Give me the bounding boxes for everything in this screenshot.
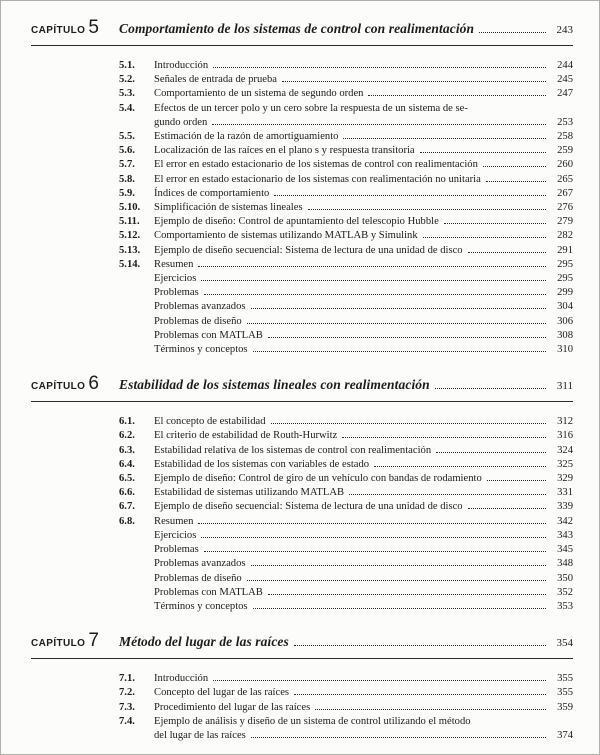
chapter-block xyxy=(31,630,573,743)
entry-number: 5.9. xyxy=(119,187,135,199)
entry-page-number: 345 xyxy=(557,544,573,556)
chapter-label: CAPÍTULO xyxy=(31,381,86,393)
toc-entry-row xyxy=(119,429,573,443)
entry-title: El error en estado estacionario de los sistemas de control con realimentación xyxy=(154,159,478,171)
entry-title: Introducción xyxy=(154,673,209,685)
dot-leader xyxy=(201,280,546,281)
dot-leader xyxy=(308,209,546,210)
dot-leader xyxy=(253,608,546,609)
dot-leader xyxy=(201,537,546,538)
entry-page-number: 316 xyxy=(557,430,573,442)
dot-leader xyxy=(213,680,546,681)
entry-title: Resumen xyxy=(154,515,194,527)
toc-entry-row xyxy=(119,600,573,614)
entry-page-number: 306 xyxy=(557,315,573,327)
entry-number: 5.11. xyxy=(119,216,140,228)
dot-leader xyxy=(487,480,546,481)
entry-page-number: 331 xyxy=(557,487,573,499)
entry-title: Estimación de la razón de amortiguamiento xyxy=(154,131,339,143)
chapter-title: Estabilidad de los sistemas lineales con realimentación xyxy=(119,377,430,393)
entry-page-number: 343 xyxy=(557,529,573,541)
chapter-page-number: 354 xyxy=(556,637,573,650)
chapter-block xyxy=(31,373,573,614)
chapter-label: CAPÍTULO xyxy=(31,638,86,650)
entry-page-number: 282 xyxy=(557,230,573,242)
entry-page-number: 253 xyxy=(557,116,573,128)
entry-title: Índices de comportamiento xyxy=(154,187,270,199)
dot-leader xyxy=(282,81,546,82)
entry-number: 5.14. xyxy=(119,258,141,270)
dot-leader xyxy=(253,351,546,352)
dot-leader xyxy=(486,181,546,182)
toc-entry-row xyxy=(119,701,573,715)
dot-leader xyxy=(483,166,546,167)
entry-number: 5.7. xyxy=(119,159,135,171)
entry-page-number: 308 xyxy=(557,329,573,341)
entry-page-number: 374 xyxy=(557,729,573,741)
entry-page-number: 247 xyxy=(557,88,573,100)
entry-number: 5.5. xyxy=(119,131,135,143)
entry-number: 6.7. xyxy=(119,501,135,513)
toc-entry-row xyxy=(119,572,573,586)
entry-page-number: 350 xyxy=(557,572,573,584)
toc-entry-row xyxy=(119,173,573,187)
dot-leader xyxy=(204,551,546,552)
chapter-label-group xyxy=(31,630,119,652)
entry-number: 7.2. xyxy=(119,687,135,699)
dot-leader xyxy=(268,337,546,338)
entry-number: 5.8. xyxy=(119,173,135,185)
entry-number: 6.8. xyxy=(119,515,135,527)
entry-title: Estabilidad de los sistemas con variables de estado xyxy=(154,458,370,470)
dot-leader xyxy=(294,694,546,695)
toc-entry-row xyxy=(119,557,573,571)
entry-page-number: 329 xyxy=(557,473,573,485)
entry-title: Problemas avanzados xyxy=(154,301,246,313)
entry-page-number: 352 xyxy=(557,586,573,598)
chapter-label-group xyxy=(31,17,119,39)
dot-leader xyxy=(251,565,547,566)
entry-number: 5.4. xyxy=(119,102,135,114)
entry-title: Comportamiento de un sistema de segundo orden xyxy=(154,88,364,100)
toc-entry-row xyxy=(119,315,573,329)
entry-page-number: 324 xyxy=(557,444,573,456)
entry-page-number: 348 xyxy=(557,558,573,570)
entry-page-number: 310 xyxy=(557,344,573,356)
toc-entry-row xyxy=(119,87,573,101)
entry-title: Términos y conceptos xyxy=(154,344,248,356)
entry-number: 6.6. xyxy=(119,487,135,499)
entry-title: Ejemplo de diseño: Control de apuntamiento del telescopio Hubble xyxy=(154,216,439,228)
entry-title: Procedimiento del lugar de las raíces xyxy=(154,701,311,713)
entry-title: Simplificación de sistemas lineales xyxy=(154,202,303,214)
dot-leader xyxy=(247,323,546,324)
entry-number: 5.12. xyxy=(119,230,141,242)
entry-title: Ejemplo de diseño secuencial: Sistema de lectura de una unidad de disco xyxy=(154,244,463,256)
dot-leader xyxy=(435,388,546,389)
entry-title: del lugar de las raíces xyxy=(154,729,246,741)
entry-number: 6.2. xyxy=(119,430,135,442)
chapter-number: 7 xyxy=(88,630,99,652)
toc-entry-row xyxy=(119,59,573,73)
entry-number: 5.13. xyxy=(119,244,141,256)
entry-page-number: 259 xyxy=(557,145,573,157)
chapter-header xyxy=(31,373,573,395)
chapter-header xyxy=(31,17,573,39)
entry-number: 5.2. xyxy=(119,74,135,86)
entry-title: Problemas xyxy=(154,544,199,556)
dot-leader xyxy=(204,294,546,295)
toc-entry-row xyxy=(119,187,573,201)
toc-entry-row xyxy=(119,73,573,87)
toc-entry-row xyxy=(119,715,573,729)
entry-number: 5.1. xyxy=(119,60,135,71)
toc-entry-row xyxy=(119,144,573,158)
dot-leader xyxy=(251,737,546,738)
entry-page-number: 299 xyxy=(557,287,573,299)
entry-page-number: 260 xyxy=(557,159,573,171)
entry-number: 5.6. xyxy=(119,145,135,157)
toc-entry-row xyxy=(119,729,573,743)
toc-entry-row xyxy=(119,586,573,600)
chapter-label: CAPÍTULO xyxy=(31,25,86,36)
dot-leader xyxy=(368,95,546,96)
entry-page-number: 312 xyxy=(557,416,573,428)
toc-entry-row xyxy=(119,102,573,116)
toc-entry-row xyxy=(119,686,573,700)
entry-page-number: 279 xyxy=(557,216,573,228)
toc-entry-row xyxy=(119,472,573,486)
entry-page-number: 355 xyxy=(557,687,573,699)
dot-leader xyxy=(374,466,546,467)
entry-title: Estabilidad de sistemas utilizando MATLAB xyxy=(154,487,345,499)
toc-entry-row xyxy=(119,486,573,500)
entry-page-number: 258 xyxy=(557,131,573,143)
chapter-entries xyxy=(119,672,573,743)
entry-page-number: 265 xyxy=(557,173,573,185)
entry-number: 5.10. xyxy=(119,202,141,214)
entry-title: Problemas avanzados xyxy=(154,558,246,570)
entry-title: El error en estado estacionario de los sistemas con realimentación no unitaria xyxy=(154,173,481,185)
entry-page-number: 245 xyxy=(557,74,573,86)
chapter-page-number: 311 xyxy=(556,380,573,393)
entry-page-number: 295 xyxy=(557,273,573,285)
chapter-entries xyxy=(119,59,573,357)
dot-leader xyxy=(268,594,546,595)
dot-leader xyxy=(349,494,546,495)
entry-title: Problemas xyxy=(154,287,199,299)
entry-title: Ejemplo de diseño: Control de giro de un vehículo con bandas de rodamiento xyxy=(154,473,482,485)
entry-number: 6.1. xyxy=(119,416,135,428)
entry-title: Efectos de un tercer polo y un cero sobre la respuesta de un sistema de se- xyxy=(154,102,468,114)
toc-entry-row xyxy=(119,272,573,286)
dot-leader xyxy=(198,266,546,267)
entry-title: Ejercicios xyxy=(154,529,197,541)
toc-entry-row xyxy=(119,543,573,557)
chapter-page-number: 243 xyxy=(556,24,573,36)
entry-title: El criterio de estabilidad de Routh-Hurwitz xyxy=(154,430,338,442)
chapter-title-row xyxy=(119,634,573,650)
dot-leader xyxy=(436,452,546,453)
chapter-number: 5 xyxy=(88,17,99,38)
toc-entry-row xyxy=(119,130,573,144)
chapter-title: Comportamiento de los sistemas de control con realimentación xyxy=(119,21,475,36)
dot-leader xyxy=(423,237,546,238)
chapter-label-group xyxy=(31,373,119,395)
dot-leader xyxy=(247,580,546,581)
dot-leader xyxy=(468,252,546,253)
entry-page-number: 339 xyxy=(557,501,573,513)
entry-title: Problemas con MATLAB xyxy=(154,586,263,598)
chapter-title-row xyxy=(119,21,573,37)
entry-number: 7.1. xyxy=(119,673,135,685)
entry-page-number: 359 xyxy=(557,701,573,713)
toc-entry-row xyxy=(119,329,573,343)
dot-leader xyxy=(251,308,547,309)
entry-title: gundo orden xyxy=(154,116,208,128)
dot-leader xyxy=(315,709,546,710)
dot-leader xyxy=(342,437,546,438)
entry-number: 7.3. xyxy=(119,701,135,713)
entry-title: Comportamiento de sistemas utilizando MATLAB y Simulink xyxy=(154,230,418,242)
dot-leader xyxy=(479,32,546,33)
entry-number: 5.3. xyxy=(119,88,135,100)
dot-leader xyxy=(294,645,546,646)
dot-leader xyxy=(274,195,546,196)
entry-title: Concepto del lugar de las raíces xyxy=(154,687,290,699)
chapter-number: 6 xyxy=(88,373,99,395)
dot-leader xyxy=(468,508,546,509)
entry-page-number: 304 xyxy=(557,301,573,313)
entry-title: Ejemplo de análisis y diseño de un sistema de control utilizando el método xyxy=(154,715,471,727)
chapter-rule xyxy=(31,401,573,402)
toc-entry-row xyxy=(119,215,573,229)
dot-leader xyxy=(343,138,546,139)
entry-number: 6.4. xyxy=(119,458,135,470)
entry-title: Problemas de diseño xyxy=(154,315,242,327)
entry-title: Problemas con MATLAB xyxy=(154,329,263,341)
dot-leader xyxy=(444,223,546,224)
chapter-list xyxy=(31,17,573,743)
chapter-rule xyxy=(31,658,573,659)
dot-leader xyxy=(198,523,546,524)
toc-entry-row xyxy=(119,515,573,529)
dot-leader xyxy=(213,67,546,68)
chapter-title: Método del lugar de las raíces xyxy=(119,634,289,650)
entry-title: Ejemplo de diseño secuencial: Sistema de lectura de una unidad de disco xyxy=(154,501,463,513)
chapter-rule xyxy=(31,45,573,46)
entry-page-number: 291 xyxy=(557,244,573,256)
entry-title: Resumen xyxy=(154,258,194,270)
chapter-entries xyxy=(119,415,573,614)
entry-number: 7.4. xyxy=(119,715,135,727)
toc-entry-row xyxy=(119,444,573,458)
entry-page-number: 276 xyxy=(557,202,573,214)
entry-title: El concepto de estabilidad xyxy=(154,416,266,428)
dot-leader xyxy=(212,124,546,125)
entry-title: Ejercicios xyxy=(154,273,197,285)
entry-page-number: 342 xyxy=(557,515,573,527)
entry-title: Señales de entrada de prueba xyxy=(154,74,277,86)
entry-page-number: 244 xyxy=(557,60,573,71)
toc-entry-row xyxy=(119,229,573,243)
toc-entry-row xyxy=(119,343,573,357)
dot-leader xyxy=(271,423,547,424)
toc-entry-row xyxy=(119,201,573,215)
chapter-block xyxy=(31,17,573,357)
entry-page-number: 353 xyxy=(557,600,573,612)
entry-title: Localización de las raíces en el plano s y respuesta transitoria xyxy=(154,145,415,157)
entry-title: Problemas de diseño xyxy=(154,572,242,584)
toc-entry-row xyxy=(119,158,573,172)
entry-number: 6.3. xyxy=(119,444,135,456)
chapter-header xyxy=(31,630,573,652)
entry-title: Estabilidad relativa de los sistemas de control con realimentación xyxy=(154,444,432,456)
toc-entry-row xyxy=(119,300,573,314)
toc-entry-row xyxy=(119,244,573,258)
toc-entry-row xyxy=(119,286,573,300)
toc-entry-row xyxy=(119,529,573,543)
chapter-title-row xyxy=(119,377,573,393)
entry-page-number: 325 xyxy=(557,458,573,470)
entry-page-number: 355 xyxy=(557,673,573,685)
entry-title: Términos y conceptos xyxy=(154,600,248,612)
toc-entry-row xyxy=(119,458,573,472)
entry-page-number: 295 xyxy=(557,258,573,270)
toc-entry-row xyxy=(119,672,573,686)
toc-entry-row xyxy=(119,415,573,429)
toc-entry-row xyxy=(119,116,573,130)
toc-entry-row xyxy=(119,500,573,514)
entry-title: Introducción xyxy=(154,60,209,71)
dot-leader xyxy=(420,152,546,153)
entry-page-number: 267 xyxy=(557,187,573,199)
entry-number: 6.5. xyxy=(119,473,135,485)
toc-entry-row xyxy=(119,258,573,272)
